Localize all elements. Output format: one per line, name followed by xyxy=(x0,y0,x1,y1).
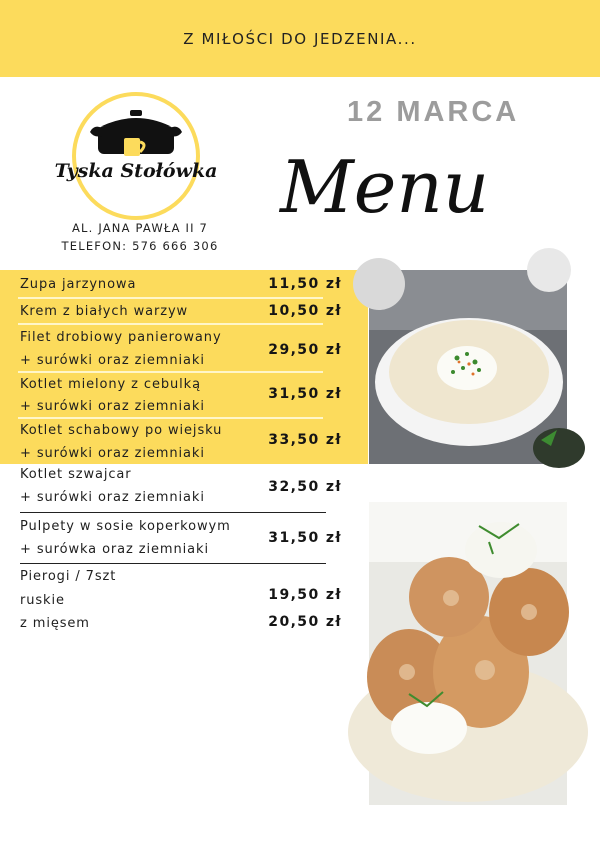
soup-bowl-photo xyxy=(369,270,567,464)
pot-cup-logo-icon xyxy=(66,86,206,226)
menu-item-name: Kotlet mielony z cebulką xyxy=(20,377,201,392)
meatballs-dill-sauce-photo xyxy=(369,502,567,805)
menu-item-price: 31,50 zł xyxy=(268,530,342,546)
menu-date: 12 MARCA xyxy=(347,96,520,128)
divider xyxy=(18,323,323,325)
menu-item-variant: ruskie xyxy=(20,593,65,608)
menu-item-side: + surówki oraz ziemniaki xyxy=(20,353,205,368)
divider xyxy=(18,297,323,299)
menu-item-name: Pulpety w sosie koperkowym xyxy=(20,519,231,534)
menu-title xyxy=(276,138,490,238)
menu-item-price: 10,50 zł xyxy=(268,303,342,319)
address-block xyxy=(40,219,240,255)
menu-item-side: + surówki oraz ziemniaki xyxy=(20,446,205,461)
menu-item-price: 31,50 zł xyxy=(268,386,342,402)
phone-line: TELEFON: 576 666 306 xyxy=(61,239,219,253)
tagline: Z MIŁOŚCI DO JEDZENIA... xyxy=(183,30,417,48)
menu-item-price: 11,50 zł xyxy=(268,276,342,292)
menu-item-name: Filet drobiowy panierowany xyxy=(20,330,222,345)
menu-item-price: 20,50 zł xyxy=(268,614,342,630)
brand-name: Tyska Stołówka xyxy=(54,160,218,182)
divider xyxy=(20,512,326,513)
divider xyxy=(18,371,323,373)
menu-item-name: Krem z białych warzyw xyxy=(20,304,189,319)
divider xyxy=(20,563,326,564)
menu-item-price: 32,50 zł xyxy=(268,479,342,495)
menu-item-price: 29,50 zł xyxy=(268,342,342,358)
menu-item-name: Pierogi / 7szt xyxy=(20,569,117,584)
menu-item-side: + surówki oraz ziemniaki xyxy=(20,399,205,414)
menu-item-name: Kotlet schabowy po wiejsku xyxy=(20,423,223,438)
menu-item-variant: z mięsem xyxy=(20,616,90,631)
menu-item-name: Kotlet szwajcar xyxy=(20,467,132,482)
menu-title-text: Menu xyxy=(280,145,490,229)
menu-item-side: + surówka oraz ziemniaki xyxy=(20,542,209,557)
address-line: AL. JANA PAWŁA II 7 xyxy=(71,221,209,235)
menu-item-side: + surówki oraz ziemniaki xyxy=(20,490,205,505)
menu-item-price: 19,50 zł xyxy=(268,587,342,603)
divider xyxy=(18,417,323,419)
menu-item-price: 33,50 zł xyxy=(268,432,342,448)
menu-item-name: Zupa jarzynowa xyxy=(20,277,137,292)
